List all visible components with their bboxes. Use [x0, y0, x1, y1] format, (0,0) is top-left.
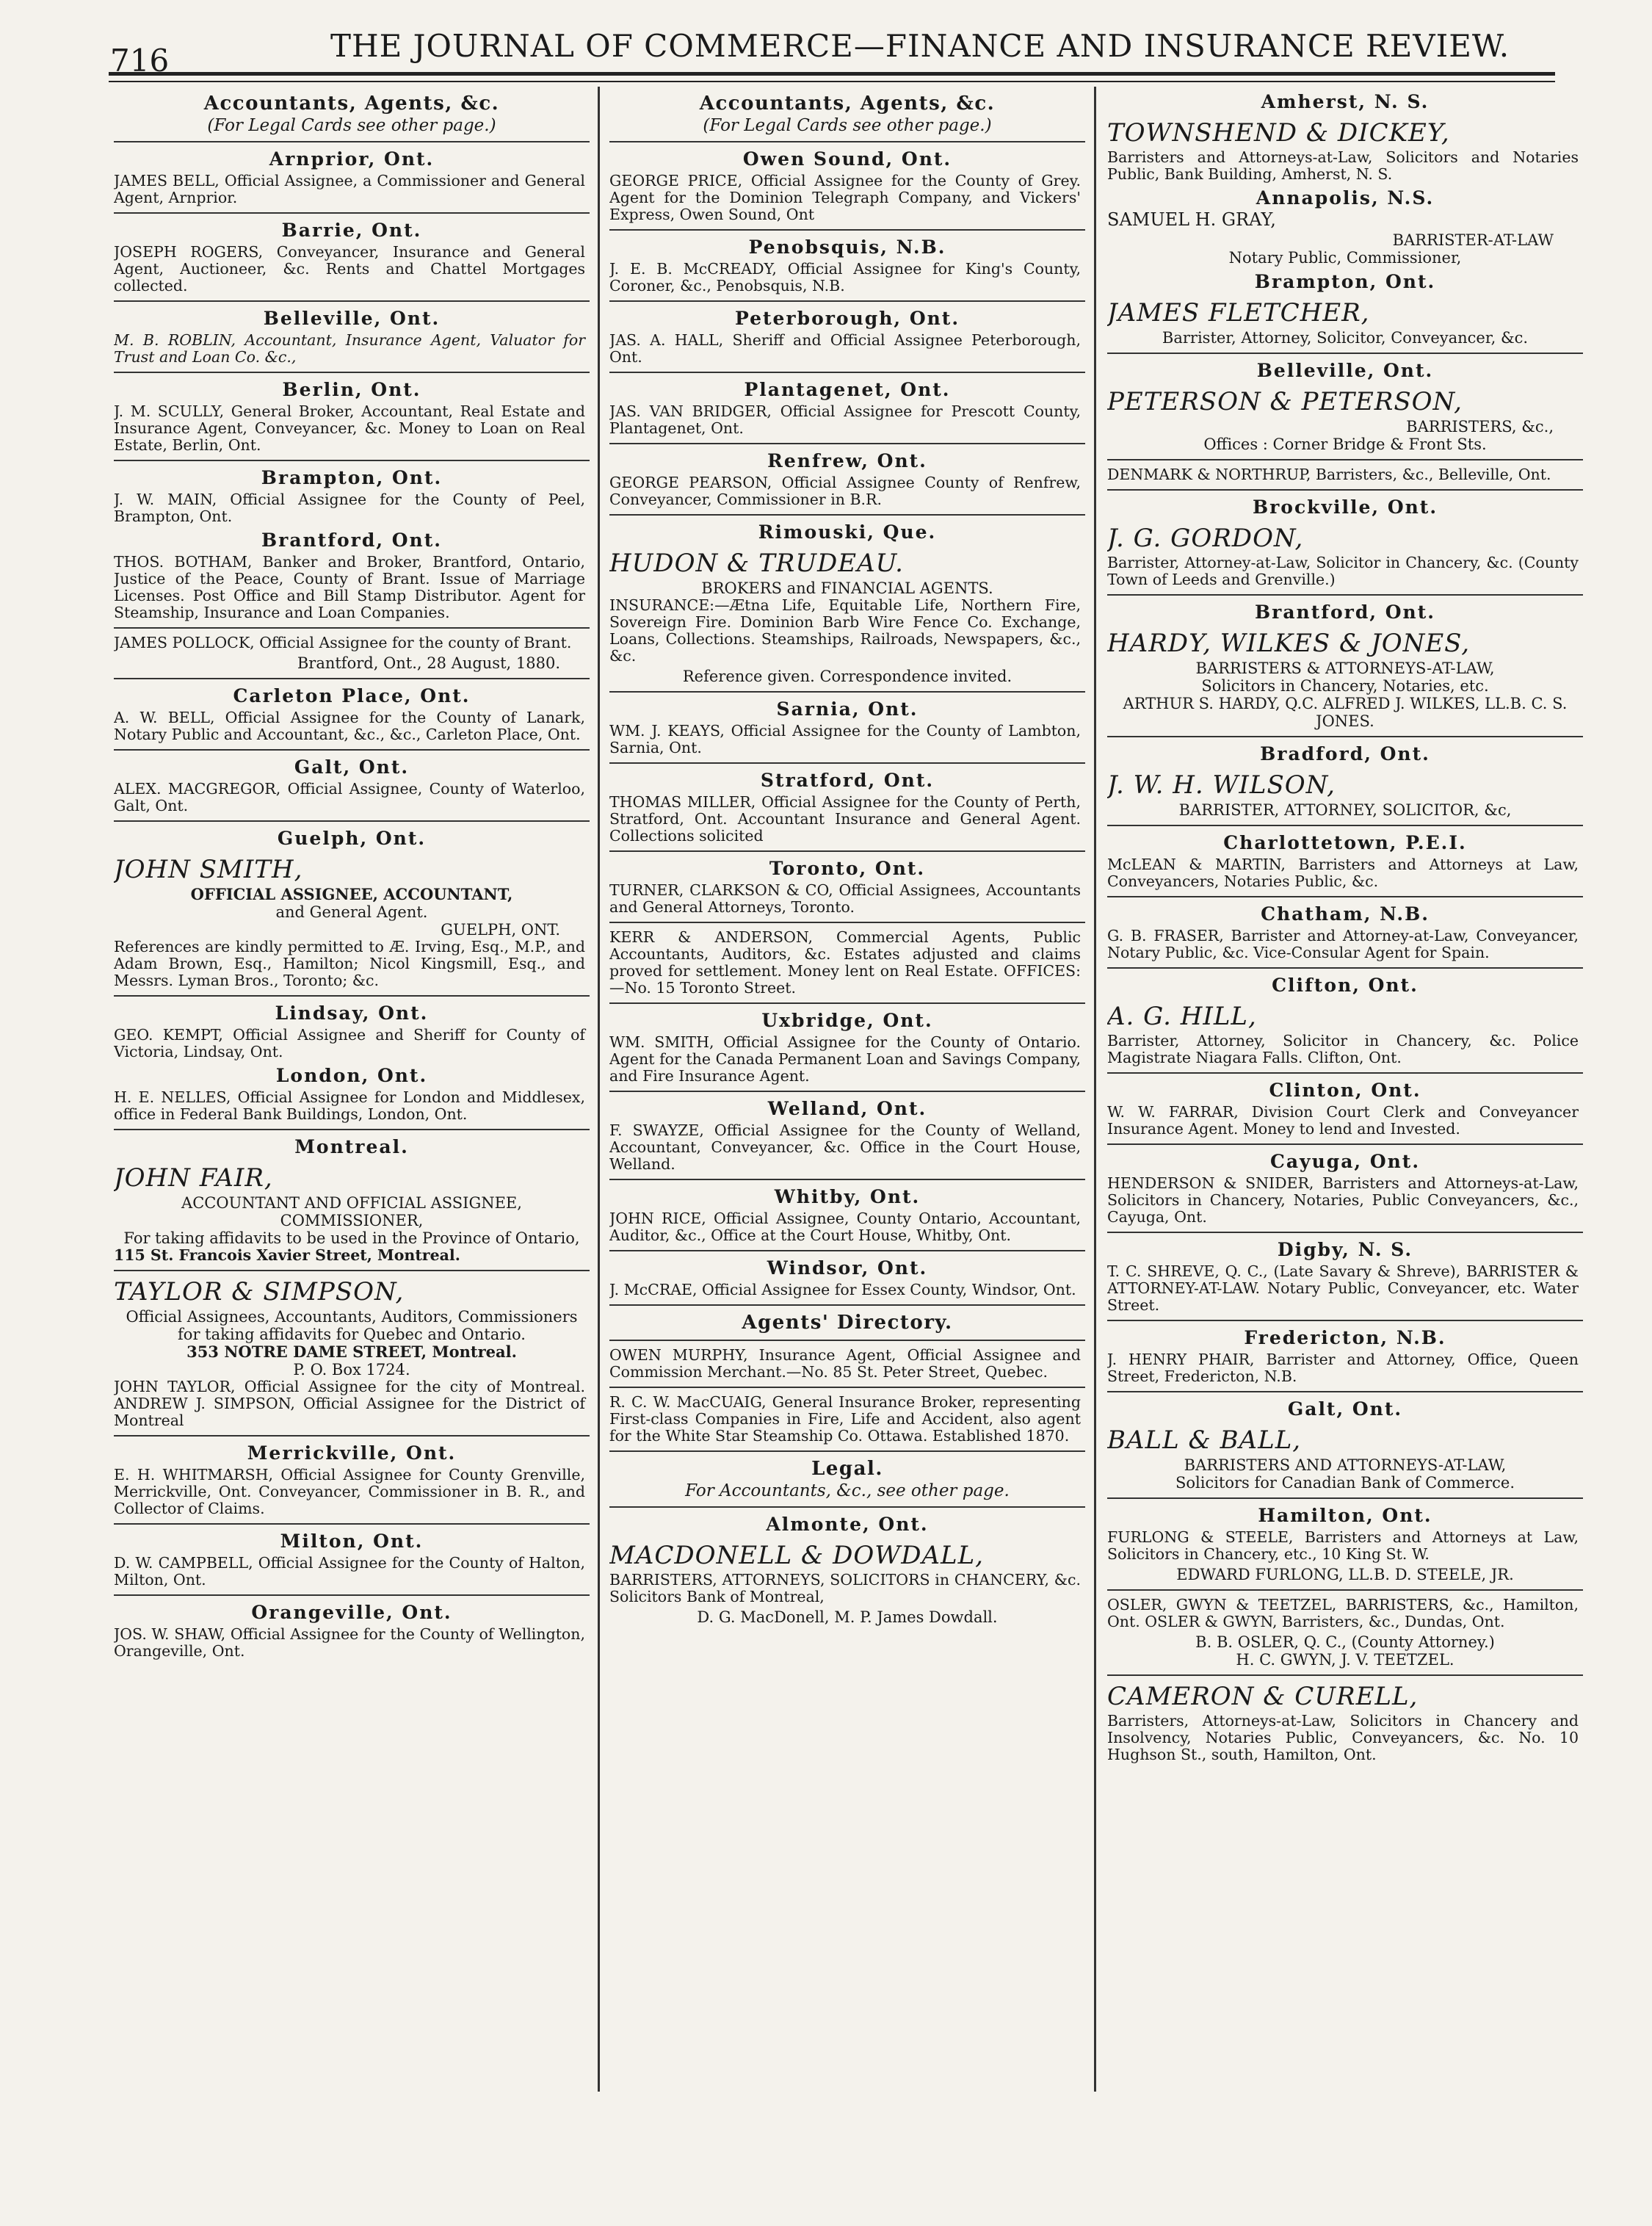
column-middle	[609, 87, 1085, 2084]
card-name: TOWNSHEND & DICKEY,	[1107, 118, 1450, 148]
divider	[1107, 1589, 1583, 1591]
card-entry: A. W. BELL, Official Assignee for the County of Lanark, Notary Public and Accountant, &c., &c., Carleton Place, Ont.	[114, 709, 585, 743]
divider	[114, 212, 590, 214]
column-divider	[1094, 87, 1096, 2092]
divider	[1107, 1072, 1583, 1074]
page-number: 716	[110, 43, 170, 79]
column-right	[1107, 87, 1583, 2084]
town-heading: Penobsquis, N.B.	[748, 236, 946, 258]
section-heading: Legal.	[811, 1458, 883, 1480]
divider	[1107, 1391, 1583, 1392]
town-heading: Barrie, Ont.	[281, 220, 422, 241]
divider	[114, 678, 590, 679]
card-entry: GEO. KEMPT, Official Assignee and Sheriff for County of Victoria, Lindsay, Ont.	[114, 1026, 585, 1060]
divider	[609, 229, 1085, 231]
town-heading: Fredericton, N.B.	[1244, 1327, 1446, 1348]
card-subtitle: Notary Public, Commissioner,	[1228, 249, 1462, 267]
card-entry: JAS. VAN BRIDGER, Official Assignee for Prescott County, Plantagenet, Ont.	[609, 402, 1081, 437]
divider	[609, 1340, 1085, 1341]
card-entry: J. HENRY PHAIR, Barrister and Attorney, Office, Queen Street, Fredericton, N.B.	[1107, 1351, 1579, 1385]
card-entry: H. E. NELLES, Official Assignee for London and Middlesex, office in Federal Bank Buildings, London, Ont.	[114, 1088, 585, 1123]
card-entry: HENDERSON & SNIDER, Barristers and Attorneys-at-Law, Solicitors in Chancery, Notaries, Public Conveyancers, &c., Cayuga, Ont.	[1107, 1174, 1579, 1226]
section-heading: Agents' Directory.	[742, 1312, 953, 1334]
card-subtitle: Solicitors for Canadian Bank of Commerce.	[1175, 1474, 1515, 1492]
town-heading: Uxbridge, Ont.	[761, 1010, 933, 1031]
card-entry: JAMES BELL, Official Assignee, a Commissioner and General Agent, Arnprior.	[114, 172, 585, 206]
section-subheading: (For Legal Cards see other page.)	[703, 116, 992, 135]
card-name: JAMES FLETCHER,	[1107, 298, 1370, 328]
town-heading: Galt, Ont.	[294, 756, 410, 778]
card-entry: Barristers, Attorneys-at-Law, Solicitors in Chancery and Insolvency, Notaries Public, Conveyancers, &c. No. 10 Hughson St., south, Hamilton, Ont.	[1107, 1712, 1579, 1763]
card-entry: JOHN TAYLOR, Official Assignee for the city of Montreal. ANDREW J. SIMPSON, Official Assignee for the District of Montreal	[114, 1378, 585, 1429]
card-name: TAYLOR & SIMPSON,	[114, 1277, 405, 1307]
town-heading: Peterborough, Ont.	[734, 308, 960, 329]
card-subtitle: and General Agent.	[275, 903, 428, 921]
divider	[114, 1270, 590, 1271]
divider	[609, 300, 1085, 302]
town-heading: Brampton, Ont.	[261, 467, 443, 488]
card-subtitle: Solicitors in Chancery, Notaries, etc.	[1201, 677, 1489, 695]
town-heading: Annapolis, N.S.	[1256, 187, 1435, 209]
card-address: 353 NOTRE DAME STREET, Montreal.	[186, 1343, 517, 1361]
town-heading: Toronto, Ont.	[769, 858, 926, 879]
divider	[1107, 1497, 1583, 1499]
card-entry: McLEAN & MARTIN, Barristers and Attorneys at Law, Conveyancers, Notaries Public, &c.	[1107, 856, 1579, 890]
card-entry: OSLER, GWYN & TEETZEL, BARRISTERS, &c., Hamilton, Ont. OSLER & GWYN, Barristers, &c., Dundas, Ont.	[1107, 1596, 1579, 1630]
card-entry: FURLONG & STEELE, Barristers and Attorneys at Law, Solicitors in Chancery, etc., 10 King St. W.	[1107, 1528, 1579, 1563]
divider	[1107, 489, 1583, 491]
card-entry: TURNER, CLARKSON & CO, Official Assignees, Accountants and General Attorneys, Toronto.	[609, 881, 1081, 916]
card-entry: WM. SMITH, Official Assignee for the County of Ontario. Agent for the Canada Permanent Loan and Savings Company, and Fire Insurance Agent.	[609, 1033, 1081, 1085]
divider	[609, 514, 1085, 516]
town-heading: Montreal.	[294, 1136, 409, 1157]
header-rule	[109, 72, 1555, 76]
divider	[1107, 353, 1583, 354]
town-heading: Plantagenet, Ont.	[744, 379, 951, 400]
divider	[1107, 736, 1583, 737]
town-heading: Almonte, Ont.	[766, 1514, 929, 1535]
card-entry: BARRISTERS, ATTORNEYS, SOLICITORS in CHANCERY, &c. Solicitors Bank of Montreal,	[609, 1571, 1081, 1605]
column-left	[114, 87, 590, 2084]
card-entry: OWEN MURPHY, Insurance Agent, Official Assignee and Commission Merchant.—No. 85 St. Peter Street, Quebec.	[609, 1346, 1081, 1381]
card-name: HUDON & TRUDEAU.	[609, 549, 904, 578]
card-title: BARRISTER-AT-LAW	[1392, 231, 1554, 249]
section-subheading: (For Legal Cards see other page.)	[207, 116, 496, 135]
divider	[114, 749, 590, 751]
card-entry: Barrister, Attorney-at-Law, Solicitor in Chancery, &c. (County Town of Leeds and Grenville.)	[1107, 554, 1579, 588]
divider	[609, 1091, 1085, 1092]
card-entry: WM. J. KEAYS, Official Assignee for the County of Lambton, Sarnia, Ont.	[609, 722, 1081, 756]
card-entry: T. C. SHREVE, Q. C., (Late Savary & Shreve), BARRISTER & ATTORNEY-AT-LAW. Notary Public, Conveyancer, etc. Water Street.	[1107, 1262, 1579, 1314]
section-subheading: For Accountants, &c., see other page.	[685, 1481, 1010, 1500]
divider	[114, 820, 590, 822]
section-heading: Accountants, Agents, &c.	[203, 93, 500, 115]
divider	[1107, 1143, 1583, 1145]
card-names: B. B. OSLER, Q. C., (County Attorney.)	[1195, 1633, 1495, 1651]
divider	[609, 762, 1085, 764]
card-name: CAMERON & CURELL,	[1107, 1682, 1419, 1711]
card-entry: References are kindly permitted to Æ. Irving, Esq., M.P., and Adam Brown, Esq., Hamilton; Nicol Kingsmill, Esq., and Messrs. Lyman Bros., Toronto; &c.	[114, 938, 585, 989]
card-name: A. G. HILL,	[1107, 1002, 1257, 1031]
card-entry: THOMAS MILLER, Official Assignee for the County of Perth, Stratford, Ont. Accountant Insurance and General Agent. Collections solicited	[609, 793, 1081, 845]
section-heading: Accountants, Agents, &c.	[699, 93, 996, 115]
divider	[114, 460, 590, 461]
town-heading: Clifton, Ont.	[1272, 975, 1419, 996]
card-name: PETERSON & PETERSON,	[1107, 387, 1463, 416]
divider	[609, 1506, 1085, 1508]
card-entry: THOS. BOTHAM, Banker and Broker, Brantford, Ontario, Justice of the Peace, County of Brant. Issue of Marriage Licenses. Post Office and Bill Stamp Distributor. Agent for Steamship, Insurance and Loan Companies.	[114, 553, 585, 621]
town-heading: Belleville, Ont.	[263, 308, 441, 329]
card-entry: Barrister, Attorney, Solicitor in Chancery, &c. Police Magistrate Niagara Falls. Clifton, Ont.	[1107, 1032, 1579, 1066]
card-name: J. G. GORDON,	[1107, 524, 1304, 553]
divider	[114, 627, 590, 629]
town-heading: Bradford, Ont.	[1260, 743, 1430, 765]
card-entry: INSURANCE:—Ætna Life, Equitable Life, Northern Fire, Sovereign Fire. Dominion Barb Wire Fence Co. Exchange, Loans, Collections. Steamships, Railroads, Newspapers, &c., &c.	[609, 596, 1081, 665]
divider	[1107, 967, 1583, 969]
card-name: JOHN FAIR,	[114, 1163, 273, 1193]
town-heading: Windsor, Ont.	[767, 1257, 928, 1279]
card-entry: J. E. B. McCREADY, Official Assignee for King's County, Coroner, &c., Penobsquis, N.B.	[609, 260, 1081, 294]
town-heading: Clinton, Ont.	[1269, 1080, 1421, 1101]
card-entry: KERR & ANDERSON, Commercial Agents, Public Accountants, Auditors, &c. Estates adjusted and claims proved for settlement. Money lent on Real Estate. OFFICES:—No. 15 Toronto Street.	[609, 928, 1081, 997]
card-reference: Reference given. Correspondence invited.	[682, 668, 1012, 685]
town-heading: Galt, Ont.	[1287, 1398, 1403, 1420]
card-entry: JOS. W. SHAW, Official Assignee for the County of Wellington, Orangeville, Ont.	[114, 1625, 585, 1660]
card-title: BARRISTERS & ATTORNEYS-AT-LAW,	[1195, 660, 1495, 677]
card-entry: G. B. FRASER, Barrister and Attorney-at-Law, Conveyancer, Notary Public, &c. Vice-Consular Agent for Spain.	[1107, 927, 1579, 961]
divider	[1107, 594, 1583, 596]
card-text: For taking affidavits to be used in the Province of Ontario,	[123, 1229, 580, 1247]
card-names: ARTHUR S. HARDY, Q.C. ALFRED J. WILKES, LL.B. C. S. JONES.	[1123, 695, 1568, 730]
divider	[609, 1179, 1085, 1180]
town-heading: Stratford, Ont.	[760, 770, 935, 791]
card-entry: JAS. A. HALL, Sheriff and Official Assignee Peterborough, Ont.	[609, 331, 1081, 366]
divider	[609, 1304, 1085, 1306]
card-title: BARRISTERS, &c.,	[1406, 418, 1554, 436]
card-name: JOHN SMITH,	[114, 855, 303, 884]
card-name: SAMUEL H. GRAY,	[1107, 209, 1276, 230]
card-entry: J. M. SCULLY, General Broker, Accountant, Real Estate and Insurance Agent, Conveyancer, &c. Money to Loan on Real Estate, Berlin, Ont.	[114, 402, 585, 454]
card-text: BARRISTER, ATTORNEY, SOLICITOR, &c,	[1178, 801, 1512, 819]
card-entry: JOHN RICE, Official Assignee, County Ontario, Accountant, Auditor, &c., Office at the Court House, Whitby, Ont.	[609, 1210, 1081, 1244]
town-heading: Guelph, Ont.	[277, 828, 427, 849]
town-heading: Lindsay, Ont.	[275, 1002, 429, 1024]
town-heading: Brantford, Ont.	[261, 530, 442, 551]
divider	[114, 300, 590, 302]
divider	[1107, 1674, 1583, 1676]
town-heading: London, Ont.	[275, 1065, 428, 1086]
divider	[1107, 1232, 1583, 1233]
card-entry: W. W. FARRAR, Division Court Clerk and Conveyancer Insurance Agent. Money to lend and Invested.	[1107, 1103, 1579, 1138]
card-box: P. O. Box 1724.	[293, 1361, 410, 1378]
card-address: 115 St. Francois Xavier Street, Montreal.	[114, 1246, 460, 1264]
town-heading: Renfrew, Ont.	[767, 450, 927, 471]
divider	[609, 850, 1085, 852]
town-heading: Carleton Place, Ont.	[233, 685, 471, 707]
divider	[609, 922, 1085, 923]
town-heading: Merrickville, Ont.	[247, 1442, 457, 1464]
divider	[114, 1523, 590, 1525]
town-heading: Hamilton, Ont.	[1258, 1505, 1432, 1526]
divider	[609, 1250, 1085, 1251]
town-heading: Digby, N. S.	[1277, 1239, 1413, 1260]
town-heading: Berlin, Ont.	[282, 379, 421, 400]
card-entry: Barristers and Attorneys-at-Law, Solicitors and Notaries Public, Bank Building, Amherst, N. S.	[1107, 148, 1579, 183]
card-title: ACCOUNTANT AND OFFICIAL ASSIGNEE,	[181, 1194, 522, 1212]
town-heading: Brockville, Ont.	[1252, 496, 1438, 518]
town-heading: Brampton, Ont.	[1254, 271, 1436, 292]
divider	[609, 1450, 1085, 1452]
card-name: BALL & BALL,	[1107, 1425, 1302, 1455]
divider	[609, 1002, 1085, 1004]
card-names: H. C. GWYN, J. V. TEETZEL.	[1236, 1651, 1454, 1669]
column-divider	[598, 87, 600, 2092]
divider	[1107, 825, 1583, 826]
town-heading: Amherst, N. S.	[1261, 91, 1430, 112]
card-title: BROKERS and FINANCIAL AGENTS.	[701, 579, 993, 597]
card-entry: JAMES POLLOCK, Official Assignee for the county of Brant.	[114, 634, 572, 651]
town-heading: Whitby, Ont.	[774, 1186, 921, 1207]
card-date: Brantford, Ont., 28 August, 1880.	[297, 654, 560, 672]
town-heading: Sarnia, Ont.	[776, 698, 919, 720]
card-title: OFFICIAL ASSIGNEE, ACCOUNTANT,	[190, 885, 513, 903]
card-title: BARRISTERS AND ATTORNEYS-AT-LAW,	[1184, 1456, 1507, 1474]
card-entry: J. W. MAIN, Official Assignee for the County of Peel, Brampton, Ont.	[114, 491, 585, 525]
town-heading: Welland, Ont.	[767, 1098, 927, 1119]
divider	[114, 1594, 590, 1596]
card-text: Official Assignees, Accountants, Auditors, Commissioners for taking affidavits for Quebec and Ontario.	[126, 1308, 578, 1343]
town-heading: Brantford, Ont.	[1255, 601, 1435, 623]
card-name: J. W. H. WILSON,	[1107, 770, 1336, 800]
divider	[609, 1387, 1085, 1388]
town-heading: Arnprior, Ont.	[269, 148, 435, 170]
card-town: GUELPH, ONT.	[441, 921, 560, 939]
town-heading: Orangeville, Ont.	[251, 1602, 452, 1623]
town-heading: Cayuga, Ont.	[1269, 1151, 1421, 1172]
divider	[609, 443, 1085, 444]
divider	[114, 141, 590, 142]
card-names: D. G. MacDonell, M. P. James Dowdall.	[697, 1608, 998, 1626]
card-text: Barrister, Attorney, Solicitor, Conveyancer, &c.	[1162, 329, 1529, 347]
town-heading: Rimouski, Que.	[758, 521, 937, 543]
card-entry: E. H. WHITMARSH, Official Assignee for County Grenville, Merrickville, Ont. Conveyancer, Commissioner in B. R., and Collector of Claims.	[114, 1466, 585, 1517]
town-heading: Milton, Ont.	[280, 1531, 424, 1552]
card-subtitle: COMMISSIONER,	[280, 1212, 424, 1229]
divider	[114, 995, 590, 997]
card-entry: M. B. ROBLIN, Accountant, Insurance Agent, Valuator for Trust and Loan Co. &c.,	[114, 331, 585, 366]
divider	[114, 1435, 590, 1437]
card-entry: GEORGE PEARSON, Official Assignee County of Renfrew, Conveyancer, Commissioner in B.R.	[609, 474, 1081, 508]
card-entry: R. C. W. MacCUAIG, General Insurance Broker, representing First-class Companies in Fire, Life and Accident, also agent for the White Star Steamship Co. Ottawa. Established 1870.	[609, 1393, 1081, 1445]
divider	[1107, 1320, 1583, 1321]
card-entry: ALEX. MACGREGOR, Official Assignee, County of Waterloo, Galt, Ont.	[114, 780, 585, 814]
card-entry: J. McCRAE, Official Assignee for Essex County, Windsor, Ont.	[609, 1281, 1076, 1298]
divider	[114, 372, 590, 373]
town-heading: Owen Sound, Ont.	[742, 148, 952, 170]
town-heading: Charlottetown, P.E.I.	[1223, 832, 1467, 853]
divider	[114, 1129, 590, 1130]
card-entry: F. SWAYZE, Official Assignee for the County of Welland, Accountant, Conveyancer, &c. Office in the Court House, Welland.	[609, 1121, 1081, 1173]
running-title: THE JOURNAL OF COMMERCE—FINANCE AND INSURANCE REVIEW.	[330, 28, 1510, 64]
divider	[609, 141, 1085, 142]
card-entry: JOSEPH ROGERS, Conveyancer, Insurance and General Agent, Auctioneer, &c. Rents and Chattel Mortgages collected.	[114, 243, 585, 294]
town-heading: Chatham, N.B.	[1261, 903, 1430, 925]
header-rule-thin	[109, 81, 1555, 82]
card-entry: D. W. CAMPBELL, Official Assignee for the County of Halton, Milton, Ont.	[114, 1554, 585, 1589]
town-heading: Belleville, Ont.	[1256, 360, 1434, 381]
divider	[1107, 459, 1583, 460]
card-names: EDWARD FURLONG, LL.B. D. STEELE, JR.	[1176, 1566, 1514, 1583]
card-name: HARDY, WILKES & JONES,	[1107, 629, 1471, 658]
divider	[609, 691, 1085, 693]
card-entry: GEORGE PRICE, Official Assignee for the County of Grey. Agent for the Dominion Telegraph Company, and Vickers' Express, Owen Sound, Ont	[609, 172, 1081, 223]
divider	[1107, 896, 1583, 897]
card-name: MACDONELL & DOWDALL,	[609, 1541, 984, 1570]
divider	[609, 372, 1085, 373]
card-entry: DENMARK & NORTHRUP, Barristers, &c., Belleville, Ont.	[1107, 466, 1551, 483]
card-office: Offices : Corner Bridge & Front Sts.	[1203, 436, 1487, 453]
